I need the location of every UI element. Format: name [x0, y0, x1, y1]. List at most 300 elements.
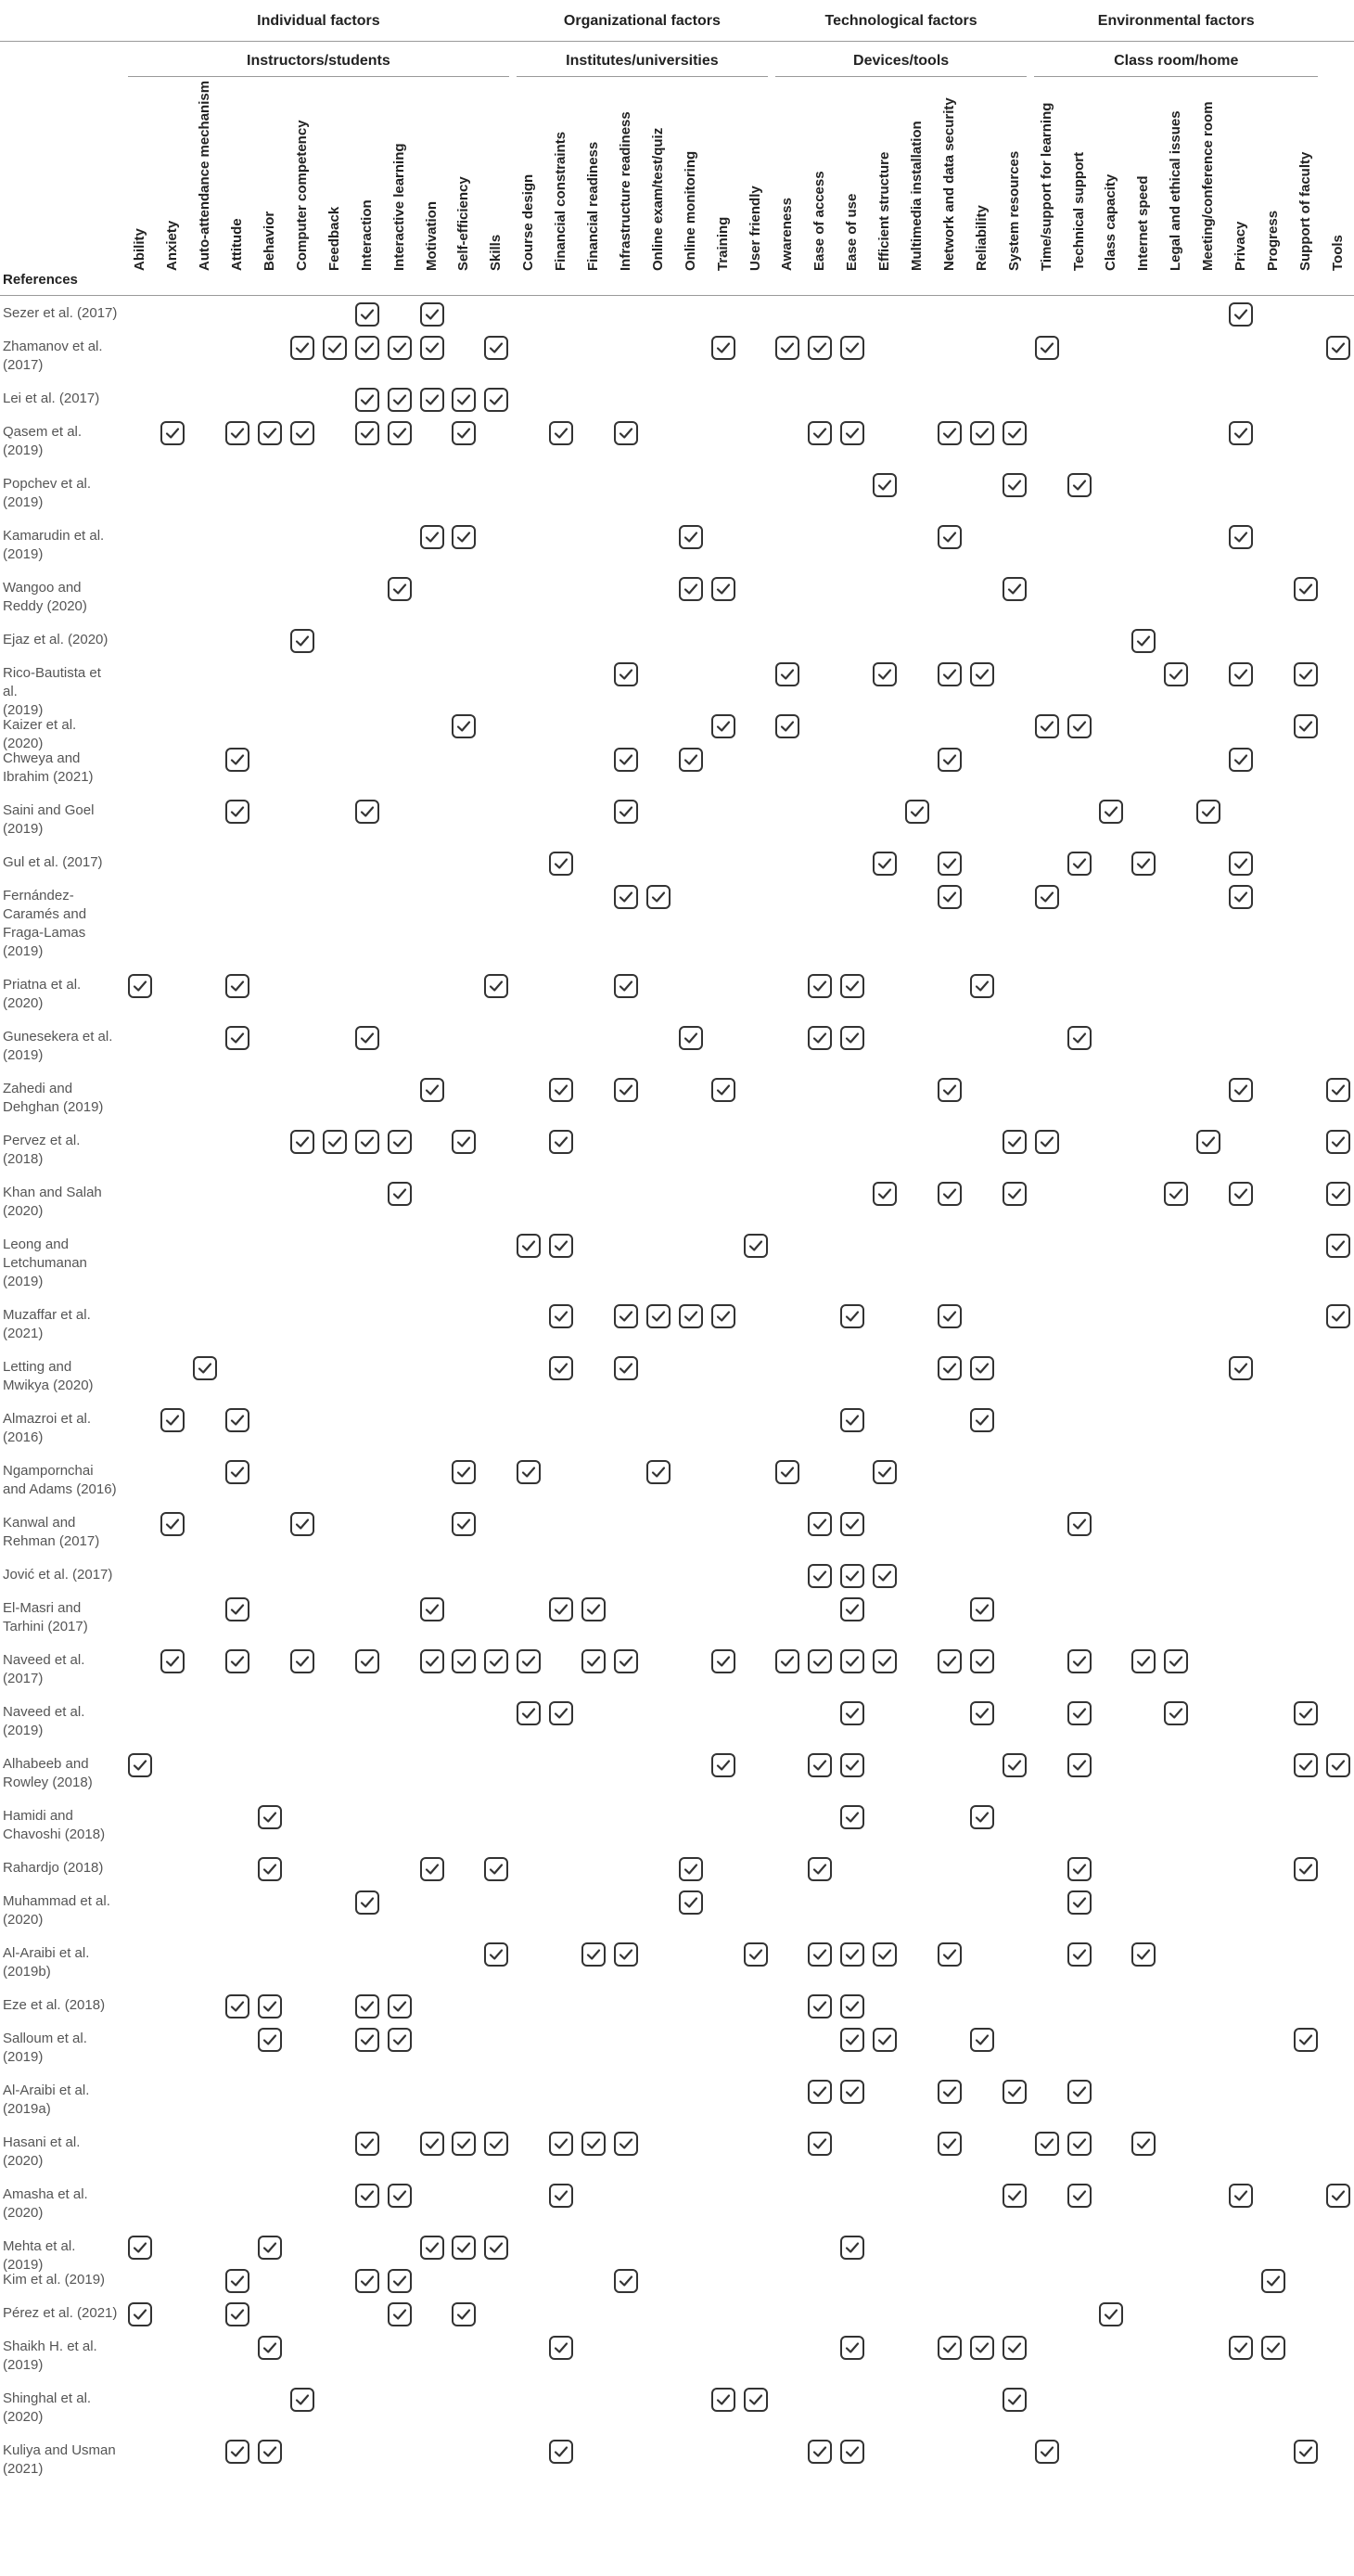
checkbox-checked: [452, 1130, 476, 1154]
reference-line: Kim et al. (2019): [3, 2272, 106, 2288]
column-header: Motivation: [423, 201, 440, 271]
checkbox-checked: [549, 1356, 573, 1380]
reference-line: (2019): [3, 2049, 44, 2065]
checkbox-checked: [355, 2269, 379, 2293]
checkbox-checked: [290, 336, 314, 360]
checkbox-checked: [938, 2336, 962, 2360]
checkbox-checked: [873, 473, 897, 497]
checkbox-checked: [840, 1564, 864, 1588]
checkbox-checked: [744, 1942, 768, 1967]
reference-line: Kaizer et al. (2020): [3, 717, 77, 751]
subgroup-header: Devices/tools: [853, 53, 950, 69]
checkbox-checked: [1003, 1753, 1027, 1777]
checkbox-checked: [1035, 714, 1059, 738]
checkbox-checked: [355, 1994, 379, 2019]
checkbox-checked: [1003, 1130, 1027, 1154]
checkbox-checked: [1067, 1890, 1092, 1915]
checkbox-checked: [1003, 2080, 1027, 2104]
reference-line: Saini and Goel: [3, 802, 95, 818]
checkbox-checked: [1035, 2440, 1059, 2464]
reference-line: (2020): [3, 2409, 44, 2425]
reference-cell: [3, 1132, 119, 1169]
checkbox-checked: [679, 1857, 703, 1881]
checkbox-checked: [258, 2028, 282, 2052]
checkbox-checked: [679, 748, 703, 772]
checkbox-checked: [355, 388, 379, 412]
checkbox-checked: [225, 1460, 249, 1484]
reference-line: Alhabeeb and: [3, 1756, 89, 1772]
checkbox-checked: [1131, 629, 1156, 653]
reference-line: (2019): [3, 546, 44, 562]
checkbox-checked: [808, 1026, 832, 1050]
checkbox-checked: [1067, 1753, 1092, 1777]
subgroup-rule: [128, 76, 509, 77]
checkbox-checked: [452, 388, 476, 412]
reference-cell: [3, 1080, 119, 1117]
checkbox-checked: [258, 1994, 282, 2019]
checkbox-checked: [258, 1805, 282, 1829]
checkbox-checked: [1164, 1701, 1188, 1725]
checkbox-checked: [840, 1649, 864, 1673]
checkbox-checked: [1035, 336, 1059, 360]
checkbox-checked: [938, 1078, 962, 1102]
column-header: Privacy: [1233, 221, 1249, 271]
checkbox-checked: [549, 1234, 573, 1258]
column-header: Time/support for learning: [1038, 102, 1054, 271]
checkbox-checked: [1099, 800, 1123, 824]
reference-cell: [3, 579, 119, 616]
checkbox-checked: [711, 1753, 735, 1777]
checkbox-checked: [420, 336, 444, 360]
reference-line: Ibrahim (2021): [3, 769, 94, 785]
checkbox-checked: [484, 974, 508, 998]
checkbox-checked: [484, 2236, 508, 2260]
column-header: Infrastructure readiness: [617, 111, 633, 271]
checkbox-checked: [840, 1026, 864, 1050]
reference-cell: [3, 475, 119, 512]
checkbox-checked: [420, 1649, 444, 1673]
checkbox-checked: [970, 1408, 994, 1432]
reference-line: Chavoshi (2018): [3, 1826, 106, 1842]
column-header: Ease of use: [844, 193, 861, 271]
checkbox-checked: [614, 2269, 638, 2293]
checkbox-checked: [1003, 577, 1027, 601]
checkbox-checked: [1067, 1701, 1092, 1725]
column-header: Training: [714, 216, 731, 271]
checkbox-checked: [549, 1304, 573, 1328]
reference-line: (2019): [3, 943, 44, 959]
checkbox-checked: [290, 1649, 314, 1673]
checkbox-checked: [160, 1649, 185, 1673]
checkbox-checked: [840, 974, 864, 998]
reference-line: Mehta et al. (2019): [3, 2238, 76, 2273]
checkbox-checked: [355, 2028, 379, 2052]
reference-cell: [3, 2185, 119, 2223]
column-header: Feedback: [326, 206, 342, 271]
checkbox-checked: [711, 336, 735, 360]
checkbox-checked: [808, 2132, 832, 2156]
checkbox-checked: [290, 1130, 314, 1154]
reference-cell: [3, 631, 119, 649]
checkbox-checked: [420, 388, 444, 412]
checkbox-checked: [290, 629, 314, 653]
checkbox-checked: [225, 2440, 249, 2464]
reference-cell: [3, 1944, 119, 1981]
checkbox-checked: [452, 421, 476, 445]
checkbox-checked: [193, 1356, 217, 1380]
reference-cell: [3, 1410, 119, 1447]
reference-line: Ngampornchai: [3, 1463, 94, 1479]
checkbox-checked: [420, 1857, 444, 1881]
checkbox-checked: [938, 885, 962, 909]
column-header: Interaction: [358, 199, 375, 271]
reference-cell: [3, 1236, 119, 1291]
checkbox-checked: [549, 2440, 573, 2464]
checkbox-checked: [225, 421, 249, 445]
checkbox-checked: [420, 302, 444, 327]
checkbox-checked: [517, 1701, 541, 1725]
reference-cell: [3, 801, 119, 839]
checkbox-checked: [225, 2269, 249, 2293]
checkbox-checked: [646, 885, 671, 909]
checkbox-checked: [484, 1942, 508, 1967]
checkbox-checked: [1003, 473, 1027, 497]
checkbox-checked: [775, 1460, 799, 1484]
checkbox-checked: [938, 748, 962, 772]
reference-cell: [3, 1358, 119, 1395]
checkbox-checked: [420, 2236, 444, 2260]
checkbox-checked: [808, 1564, 832, 1588]
column-header: System resources: [1005, 150, 1022, 271]
checkbox-checked: [1099, 2302, 1123, 2326]
reference-line: (2019): [3, 1723, 44, 1738]
checkbox-checked: [970, 2336, 994, 2360]
checkbox-checked: [1261, 2269, 1285, 2293]
reference-cell: [3, 2338, 119, 2375]
reference-line: Naveed et al.: [3, 1652, 85, 1668]
reference-line: Rowley (2018): [3, 1775, 93, 1790]
checkbox-checked: [711, 1304, 735, 1328]
checkbox-checked: [840, 336, 864, 360]
references-header: References: [3, 272, 78, 288]
column-header: User friendly: [747, 186, 763, 271]
checkbox-checked: [1035, 1130, 1059, 1154]
reference-line: Wangoo and: [3, 580, 82, 596]
column-header: Auto-attendance mechanism: [197, 80, 213, 271]
reference-line: (2019): [3, 1047, 44, 1063]
checkbox-checked: [420, 2132, 444, 2156]
reference-line: (2020): [3, 1203, 44, 1219]
checkbox-checked: [840, 1994, 864, 2019]
checkbox-checked: [840, 2440, 864, 2464]
reference-cell: [3, 423, 119, 460]
reference-cell: [3, 716, 119, 753]
column-header: Online exam/test/quiz: [649, 127, 666, 271]
reference-line: Letting and: [3, 1359, 72, 1375]
checkbox-checked: [1229, 421, 1253, 445]
checkbox-checked: [355, 336, 379, 360]
checkbox-checked: [873, 2028, 897, 2052]
reference-line: (2017): [3, 1671, 44, 1686]
group-header: Individual factors: [257, 13, 380, 29]
checkbox-checked: [452, 2132, 476, 2156]
checkbox-checked: [711, 577, 735, 601]
reference-line: Rehman (2017): [3, 1533, 100, 1549]
checkbox-checked: [840, 1304, 864, 1328]
subgroup-header: Instructors/students: [247, 53, 390, 69]
checkbox-checked: [420, 525, 444, 549]
checkbox-checked: [1229, 662, 1253, 686]
checkbox-checked: [258, 421, 282, 445]
checkbox-checked: [614, 748, 638, 772]
reference-line: and Adams (2016): [3, 1481, 117, 1497]
reference-cell: [3, 338, 119, 375]
checkbox-checked: [1229, 2336, 1253, 2360]
reference-line: Fernández-: [3, 888, 74, 904]
checkbox-checked: [549, 1130, 573, 1154]
reference-line: Shinghal et al.: [3, 2390, 92, 2406]
checkbox-checked: [1294, 577, 1318, 601]
column-header: Anxiety: [164, 220, 181, 271]
checkbox-checked: [355, 1649, 379, 1673]
checkbox-checked: [1003, 2388, 1027, 2412]
checkbox-checked: [1294, 2028, 1318, 2052]
reference-line: Hamidi and: [3, 1808, 73, 1824]
reference-line: Letchumanan: [3, 1255, 87, 1271]
checkbox-checked: [938, 852, 962, 876]
checkbox-checked: [840, 1512, 864, 1536]
checkbox-checked: [646, 1304, 671, 1328]
reference-line: Kuliya and Usman: [3, 2442, 116, 2458]
checkbox-checked: [938, 1182, 962, 1206]
checkbox-checked: [355, 1130, 379, 1154]
checkbox-checked: [873, 852, 897, 876]
checkbox-checked: [355, 421, 379, 445]
checkbox-checked: [744, 2388, 768, 2412]
checkbox-checked: [1294, 1701, 1318, 1725]
checkbox-checked: [160, 1512, 185, 1536]
reference-line: Pervez et al.: [3, 1133, 81, 1148]
reference-line: Naveed et al.: [3, 1704, 85, 1720]
checkbox-checked: [938, 662, 962, 686]
checkbox-checked: [1003, 421, 1027, 445]
checkbox-checked: [938, 1942, 962, 1967]
reference-cell: [3, 1566, 119, 1584]
checkbox-checked: [388, 577, 412, 601]
reference-line: Jović et al. (2017): [3, 1567, 113, 1583]
checkbox-checked: [290, 2388, 314, 2412]
checkbox-checked: [679, 1026, 703, 1050]
checkbox-checked: [970, 421, 994, 445]
column-header: Financial constraints: [553, 131, 569, 271]
checkbox-checked: [840, 1942, 864, 1967]
checkbox-checked: [614, 1649, 638, 1673]
checkbox-checked: [258, 2336, 282, 2360]
reference-line: Amasha et al.: [3, 2186, 88, 2202]
checkbox-checked: [970, 1649, 994, 1673]
column-header: Reliability: [973, 205, 990, 271]
checkbox-checked: [1003, 2184, 1027, 2208]
reference-line: Ejaz et al. (2020): [3, 632, 109, 647]
checkbox-checked: [355, 2132, 379, 2156]
column-header: Progress: [1264, 210, 1281, 271]
reference-line: Lei et al. (2017): [3, 391, 100, 406]
checkbox-checked: [614, 1356, 638, 1380]
reference-cell: [3, 1651, 119, 1688]
checkbox-checked: [1229, 525, 1253, 549]
column-header: Computer competency: [293, 120, 310, 271]
reference-line: Dehghan (2019): [3, 1099, 104, 1115]
checkbox-checked: [1035, 2132, 1059, 2156]
column-header: Tools: [1329, 235, 1346, 271]
column-header: Awareness: [779, 198, 796, 271]
checkbox-checked: [290, 421, 314, 445]
checkbox-checked: [225, 800, 249, 824]
reference-cell: [3, 304, 119, 323]
checkbox-checked: [484, 1857, 508, 1881]
checkbox-checked: [225, 1597, 249, 1621]
checkbox-checked: [1067, 2132, 1092, 2156]
reference-cell: [3, 750, 119, 787]
checkbox-checked: [614, 2132, 638, 2156]
checkbox-checked: [1229, 852, 1253, 876]
checkbox-checked: [581, 1649, 606, 1673]
checkbox-checked: [905, 800, 929, 824]
checkbox-checked: [1067, 1942, 1092, 1967]
column-header: Ease of access: [811, 171, 828, 271]
checkbox-checked: [225, 748, 249, 772]
checkbox-checked: [873, 1460, 897, 1484]
checkbox-checked: [938, 525, 962, 549]
reference-line: Leong and: [3, 1237, 69, 1252]
checkbox-checked: [128, 2302, 152, 2326]
reference-line: Hasani et al.: [3, 2134, 81, 2150]
checkbox-checked: [970, 1805, 994, 1829]
checkbox-checked: [679, 577, 703, 601]
column-header: Self-efficiency: [455, 176, 472, 271]
reference-cell: [3, 1892, 119, 1929]
reference-line: Reddy (2020): [3, 598, 87, 614]
reference-cell: [3, 1755, 119, 1792]
checkbox-checked: [355, 1026, 379, 1050]
checkbox-checked: [549, 421, 573, 445]
checkbox-checked: [452, 2236, 476, 2260]
reference-line: Shaikh H. et al.: [3, 2339, 97, 2354]
checkbox-checked: [1067, 1512, 1092, 1536]
reference-line: Sezer et al. (2017): [3, 305, 118, 321]
checkbox-checked: [1164, 662, 1188, 686]
checkbox-checked: [873, 1649, 897, 1673]
reference-line: Rico-Bautista et al.: [3, 665, 101, 699]
reference-cell: [3, 2237, 119, 2275]
reference-line: Gul et al. (2017): [3, 854, 103, 870]
reference-cell: [3, 1462, 119, 1499]
checkbox-checked: [1326, 1234, 1350, 1258]
reference-line: Kanwal and: [3, 1515, 76, 1531]
checkbox-checked: [711, 714, 735, 738]
checkbox-checked: [388, 1130, 412, 1154]
checkbox-checked: [549, 852, 573, 876]
checkbox-checked: [840, 1408, 864, 1432]
checkbox-checked: [452, 1460, 476, 1484]
reference-cell: [3, 1807, 119, 1844]
checkbox-checked: [420, 1078, 444, 1102]
checkbox-checked: [290, 1512, 314, 1536]
checkbox-checked: [840, 1805, 864, 1829]
checkbox-checked: [614, 1078, 638, 1102]
reference-cell: [3, 1306, 119, 1343]
checkbox-checked: [225, 1026, 249, 1050]
checkbox-checked: [1326, 2184, 1350, 2208]
reference-cell: [3, 2030, 119, 2067]
column-header: Network and data security: [940, 97, 957, 271]
checkbox-checked: [970, 2028, 994, 2052]
column-header: Legal and ethical issues: [1168, 110, 1184, 271]
checkbox-checked: [1229, 1356, 1253, 1380]
reference-cell: [3, 1028, 119, 1065]
checkbox-checked: [775, 714, 799, 738]
reference-cell: [3, 1599, 119, 1636]
checkbox-checked: [808, 1649, 832, 1673]
reference-line: Tarhini (2017): [3, 1619, 88, 1634]
checkbox-checked: [808, 1994, 832, 2019]
checkbox-checked: [388, 1182, 412, 1206]
checkbox-checked: [549, 1597, 573, 1621]
checkbox-checked: [938, 1649, 962, 1673]
reference-line: Rahardjo (2018): [3, 1860, 104, 1876]
checkbox-checked: [840, 1753, 864, 1777]
checkbox-checked: [808, 1942, 832, 1967]
checkbox-checked: [1326, 1078, 1350, 1102]
checkbox-checked: [840, 2336, 864, 2360]
checkbox-checked: [355, 1890, 379, 1915]
checkbox-checked: [225, 2302, 249, 2326]
checkbox-checked: [1067, 2184, 1092, 2208]
checkbox-checked: [1067, 1857, 1092, 1881]
checkbox-checked: [808, 1753, 832, 1777]
checkbox-checked: [1131, 1649, 1156, 1673]
checkbox-checked: [388, 2184, 412, 2208]
column-header: Support of faculty: [1297, 151, 1313, 271]
reference-line: (2020): [3, 995, 44, 1011]
reference-line: Salloum et al.: [3, 2031, 87, 2046]
column-header: Skills: [488, 234, 505, 271]
reference-line: (2019): [3, 494, 44, 510]
checkbox-checked: [388, 388, 412, 412]
column-header: Multimedia installation: [909, 121, 926, 271]
reference-line: Kamarudin et al.: [3, 528, 105, 544]
checkbox-checked: [1261, 2336, 1285, 2360]
reference-cell: [3, 1184, 119, 1221]
reference-line: El-Masri and: [3, 1600, 82, 1616]
checkbox-checked: [1229, 2184, 1253, 2208]
checkbox-checked: [938, 1304, 962, 1328]
checkbox-checked: [355, 800, 379, 824]
checkbox-checked: [711, 2388, 735, 2412]
checkbox-checked: [388, 336, 412, 360]
reference-line: Muzaffar et al.: [3, 1307, 91, 1323]
reference-line: Khan and Salah: [3, 1185, 102, 1200]
reference-line: Priatna et al.: [3, 977, 82, 993]
checkbox-checked: [873, 1564, 897, 1588]
reference-cell: [3, 2082, 119, 2119]
checkbox-checked: [581, 1942, 606, 1967]
reference-line: Gunesekera et al.: [3, 1029, 113, 1044]
checkbox-checked: [711, 1649, 735, 1673]
column-header: Technical support: [1070, 151, 1087, 271]
reference-cell: [3, 1859, 119, 1878]
checkbox-checked: [581, 1597, 606, 1621]
